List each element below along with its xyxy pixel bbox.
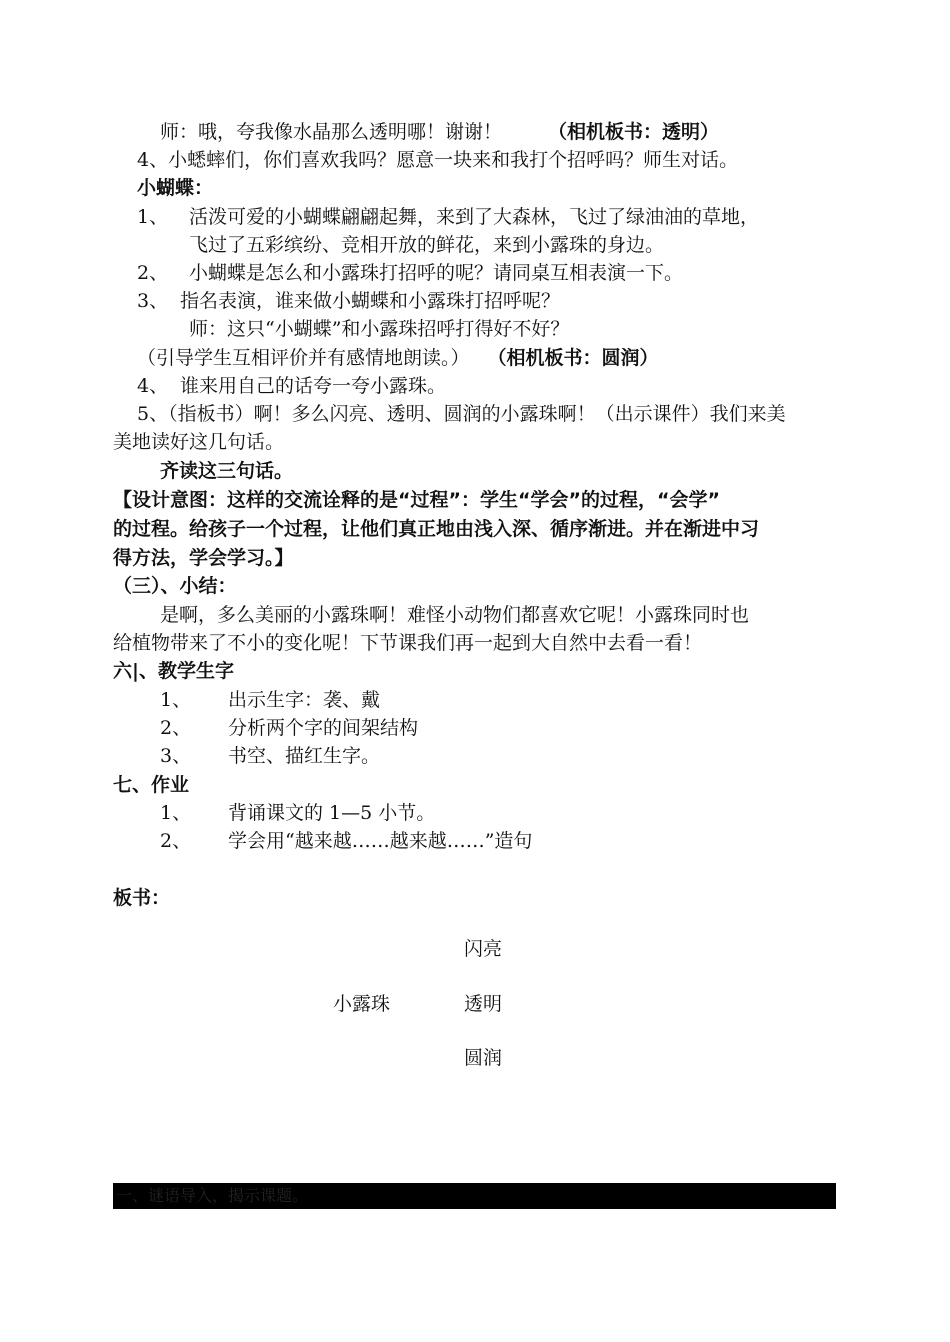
item-number: 3、 xyxy=(137,290,169,312)
item-text: 背诵课文的 1—5 小节。 xyxy=(228,802,436,824)
item-number: 2、 xyxy=(137,262,169,284)
numbered-item xyxy=(137,260,683,286)
item-text: 出示生字：袭、戴 xyxy=(228,689,381,711)
text-line: 给植物带来了不小的变化呢！下节课我们再一起到大自然中去看一看！ xyxy=(113,632,703,654)
board-item: 透明 xyxy=(464,993,503,1015)
text-line xyxy=(160,119,719,145)
item-number: 1、 xyxy=(160,689,192,711)
board-item: 圆润 xyxy=(464,1047,503,1069)
item-text: 书空、描红生字。 xyxy=(228,745,381,767)
item-number: 4、 xyxy=(137,375,169,397)
item-number: 1、 xyxy=(137,206,169,228)
numbered-item xyxy=(137,373,446,399)
item-number: 3、 xyxy=(160,745,192,767)
board-item: 闪亮 xyxy=(464,938,503,960)
text-line: 齐读这三句话。 xyxy=(160,460,294,482)
highlighted-bar xyxy=(113,1183,836,1209)
text-line: 4、小蟋蟀们，你们喜欢我吗？愿意一块来和我打个招呼吗？师生对话。 xyxy=(137,149,739,171)
board-note: （相机板书：圆润） xyxy=(487,347,659,369)
numbered-item xyxy=(160,743,380,769)
item-text: 分析两个字的间架结构 xyxy=(228,717,419,739)
numbered-item xyxy=(137,204,759,230)
numbered-item xyxy=(137,288,560,314)
design-intent: 【设计意图：这样的交流诠释的是“过程”：学生“学会”的过程，“会学” xyxy=(113,489,720,511)
board-note: （相机板书：透明） xyxy=(548,121,720,143)
item-number: 2、 xyxy=(160,717,192,739)
design-intent: 得方法，学会学习。】 xyxy=(113,547,294,569)
board-center: 小露珠 xyxy=(333,993,391,1015)
numbered-item xyxy=(160,800,435,826)
section-heading: 七、作业 xyxy=(113,774,190,796)
item-number: 1、 xyxy=(160,802,192,824)
numbered-item xyxy=(160,687,380,713)
teacher-line: 师：哦，夸我像水晶那么透明哪！谢谢！ xyxy=(160,121,503,143)
hidden-heading: 一、谜语导入，揭示课题。 xyxy=(116,1186,309,1205)
text-line: 5、（指板书）啊！多么闪亮、透明、圆润的小露珠啊！（出示课件）我们来美 xyxy=(137,403,786,425)
design-intent: 的过程。给孩子一个过程，让他们真正地由浅入深、循序渐进。并在渐进中习 xyxy=(113,518,760,540)
item-text: 学会用“越来越……越来越……”造句 xyxy=(228,830,533,852)
item-text: 谁来用自己的话夸一夸小露珠。 xyxy=(180,375,447,397)
text-line: 飞过了五彩缤纷、竞相开放的鲜花，来到小露珠的身边。 xyxy=(189,234,665,256)
section-heading: 小蝴蝶： xyxy=(137,177,214,199)
text-line: 美地读好这几句话。 xyxy=(113,431,285,453)
text-line: 是啊，多么美丽的小露珠啊！难怪小动物们都喜欢它呢！小露珠同时也 xyxy=(160,604,750,626)
item-number: 2、 xyxy=(160,830,192,852)
item-text: 小蝴蝶是怎么和小露珠打招呼的呢？请同桌互相表演一下。 xyxy=(189,262,684,284)
text-line: 师：这只“小蝴蝶”和小露珠招呼打得好不好？ xyxy=(189,318,570,340)
text-line xyxy=(137,345,659,371)
numbered-item xyxy=(160,715,418,741)
item-text: 活泼可爱的小蝴蝶翩翩起舞，来到了大森林，飞过了绿油油的草地， xyxy=(189,206,760,228)
numbered-item xyxy=(160,828,532,854)
board-heading: 板书： xyxy=(113,887,171,909)
section-heading: 六|、教学生字 xyxy=(113,660,234,682)
section-heading: （三）、小结： xyxy=(113,575,237,597)
guide-text: （引导学生互相评价并有感情地朗读。） xyxy=(137,347,470,369)
item-text: 指名表演，谁来做小蝴蝶和小露珠打招呼呢？ xyxy=(180,290,561,312)
